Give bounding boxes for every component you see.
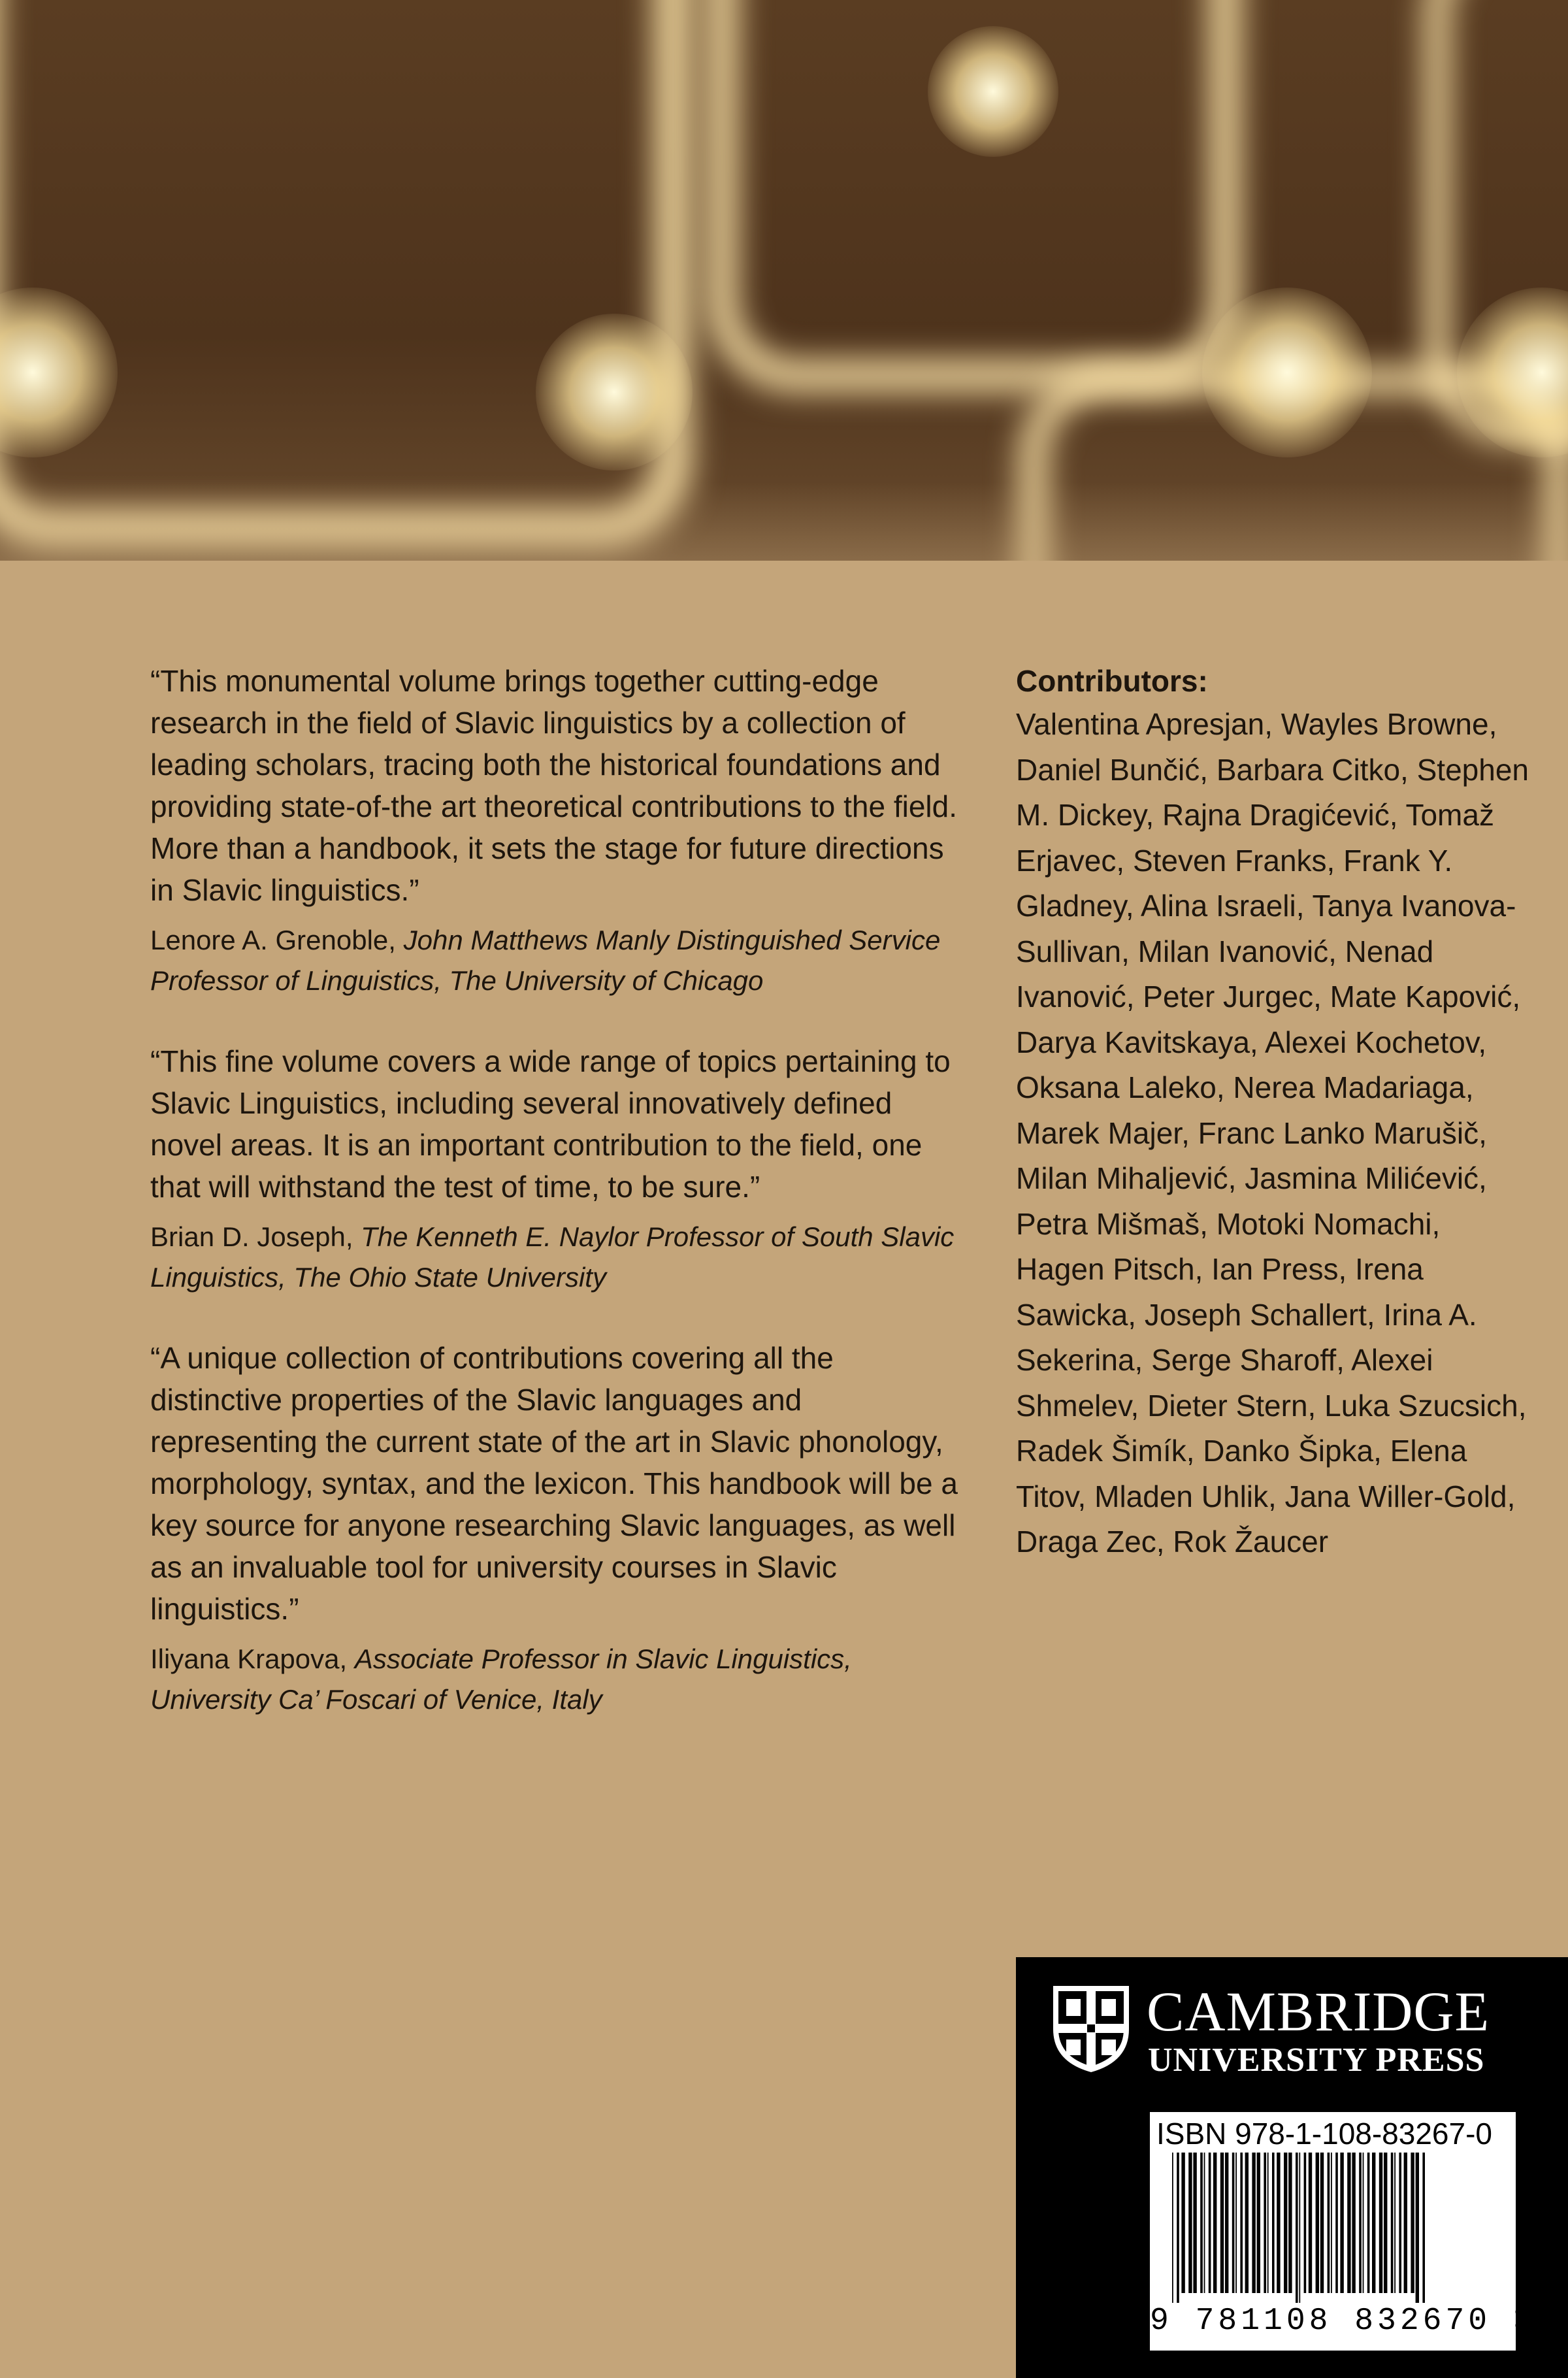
- barcode-bar: [1225, 2153, 1228, 2293]
- barcode-bar: [1257, 2153, 1260, 2293]
- publisher-name: CAMBRIDGE: [1147, 1980, 1490, 2043]
- barcode-bar: [1299, 2153, 1300, 2303]
- quote-author: Iliyana Krapova,: [150, 1643, 355, 1674]
- barcode-bar: [1245, 2153, 1249, 2293]
- barcode-bar: [1264, 2153, 1266, 2293]
- barcode-bar: [1304, 2153, 1307, 2293]
- barcode-bar: [1204, 2153, 1205, 2293]
- barcode-bar: [1181, 2153, 1184, 2293]
- barcode-number: 9 781108 832670 >: [1150, 2304, 1537, 2339]
- barcode-bar: [1232, 2153, 1235, 2293]
- barcode-bar: [1320, 2153, 1324, 2293]
- endorsement-quote: [150, 660, 960, 1001]
- barcode-bar: [1235, 2153, 1237, 2293]
- publisher-box: [1016, 1957, 1568, 2378]
- barcode-bar: [1316, 2153, 1319, 2293]
- quote-attribution: [150, 920, 960, 1001]
- quote-author-title: The Kenneth E. Naylor Professor of South Slavic Linguistics, The Ohio State University: [150, 1221, 955, 1293]
- barcode-bar: [1220, 2153, 1224, 2293]
- barcode-bar: [1404, 2153, 1407, 2293]
- quote-text: “This fine volume covers a wide range of topics pertaining to Slavic Linguistics, including several innovatively defined novel areas. It is an important contribution to the field, one that will withstand the test of time, to be sure.”: [150, 1044, 951, 1204]
- barcode-bar: [1296, 2153, 1298, 2303]
- barcode-bar: [1309, 2153, 1312, 2293]
- barcode-bar: [1209, 2153, 1211, 2293]
- barcode-bar: [1422, 2153, 1425, 2303]
- barcode-bar: [1172, 2153, 1173, 2303]
- quote-attribution: [150, 1639, 960, 1720]
- cover-banner-image: [0, 0, 1568, 561]
- cambridge-crest-icon: [1051, 1983, 1132, 2075]
- barcode-bar: [1213, 2153, 1217, 2293]
- isbn-barcode-panel: [1150, 2112, 1537, 2351]
- barcode-bar: [1340, 2153, 1343, 2293]
- isbn-label: ISBN 978-1-108-83267-0: [1156, 2117, 1492, 2151]
- quote-text: “This monumental volume brings together cutting-edge research in the field of Slavic linguistics by a collection of leading scholars, tracing both the historical foundations and providing state-of-the art theoretical contributions to the field. More than a handbook, it sets the stage for future directions in Slavic linguistics.”: [150, 664, 958, 907]
- endorsement-quote: [150, 1040, 960, 1298]
- barcode-bar: [1411, 2153, 1414, 2293]
- barcode-bar: [1328, 2153, 1330, 2293]
- barcode-bar: [1367, 2153, 1370, 2293]
- barcode-bar: [1284, 2153, 1287, 2293]
- barcode-bar: [1267, 2153, 1269, 2293]
- barcode-bar: [1379, 2153, 1382, 2293]
- barcode-bar: [1252, 2153, 1255, 2293]
- quote-attribution: [150, 1217, 960, 1298]
- barcode-bar: [1363, 2153, 1364, 2293]
- endorsement-quote: [150, 1337, 960, 1720]
- quote-author: Brian D. Joseph,: [150, 1221, 361, 1252]
- barcode-bar: [1331, 2153, 1332, 2293]
- barcode-bar: [1188, 2153, 1192, 2293]
- barcode-image: [1168, 2153, 1501, 2303]
- barcode-bar: [1394, 2153, 1396, 2293]
- contributors-list: Valentina Apresjan, Wayles Browne, Daniel Bunčić, Barbara Citko, Stephen M. Dickey, Rajna Dragićević, Tomaž Erjavec, Steven Franks, Frank Y. Gladney, Alina Israeli, Tanya Ivanova-Sullivan, Milan Ivanović, Nenad Ivanović, Peter Jurgec, Mate Kapović, Darya Kavitskaya, Alexei Kochetov, Oksana Laleko, Nerea Madariaga, Marek Majer, Franc Lanko Marušič, Milan Mihaljević, Jasmina Milićević, Petra Mišmaš, Motoki Nomachi, Hagen Pitsch, Ian Press, Irena Sawicka, Joseph Schallert, Irina A. Sekerina, Serge Sharoff, Alexei Shmelev, Dieter Stern, Luka Szucsich, Radek Šimík, Danko Šipka, Elena Titov, Mladen Uhlik, Jana Willer-Gold, Draga Zec, Rok Žaucer: [1016, 707, 1529, 1559]
- barcode-bar: [1200, 2153, 1203, 2293]
- endorsements: [150, 660, 960, 1759]
- barcode-bar: [1416, 2153, 1419, 2303]
- barcode-bar: [1277, 2153, 1280, 2293]
- quote-text: “A unique collection of contributions covering all the distinctive properties of the Slavic languages and representing the current state of the art in Slavic phonology, morphology, syntax, and the lexicon. This handbook will be a key source for anyone researching Slavic languages, as well as an invaluable tool for university courses in Slavic linguistics.”: [150, 1341, 958, 1626]
- barcode-bar: [1384, 2153, 1387, 2293]
- quote-author-title: John Matthews Manly Distinguished Service Professor of Linguistics, The University of Chicago: [150, 925, 941, 996]
- barcode-bar: [1240, 2153, 1243, 2293]
- barcode-bar: [1347, 2153, 1350, 2293]
- barcode-bar: [1399, 2153, 1401, 2293]
- barcode-bar: [1193, 2153, 1196, 2293]
- barcode-bar: [1335, 2153, 1338, 2293]
- barcode-bar: [1177, 2153, 1179, 2303]
- quote-author: Lenore A. Grenoble,: [150, 925, 404, 955]
- publisher-subname: UNIVERSITY PRESS: [1148, 2041, 1485, 2079]
- barcode-bar: [1391, 2153, 1394, 2293]
- barcode-bar: [1372, 2153, 1375, 2293]
- barcode-bar: [1288, 2153, 1292, 2293]
- contributors-section: [1016, 660, 1532, 1565]
- barcode-bar: [1352, 2153, 1355, 2293]
- barcode-bar: [1272, 2153, 1275, 2293]
- quote-author-title: Associate Professor in Slavic Linguistics, University Ca’ Foscari of Venice, Italy: [150, 1643, 852, 1715]
- contributors-heading: Contributors:: [1016, 664, 1208, 698]
- barcode-bar: [1359, 2153, 1362, 2293]
